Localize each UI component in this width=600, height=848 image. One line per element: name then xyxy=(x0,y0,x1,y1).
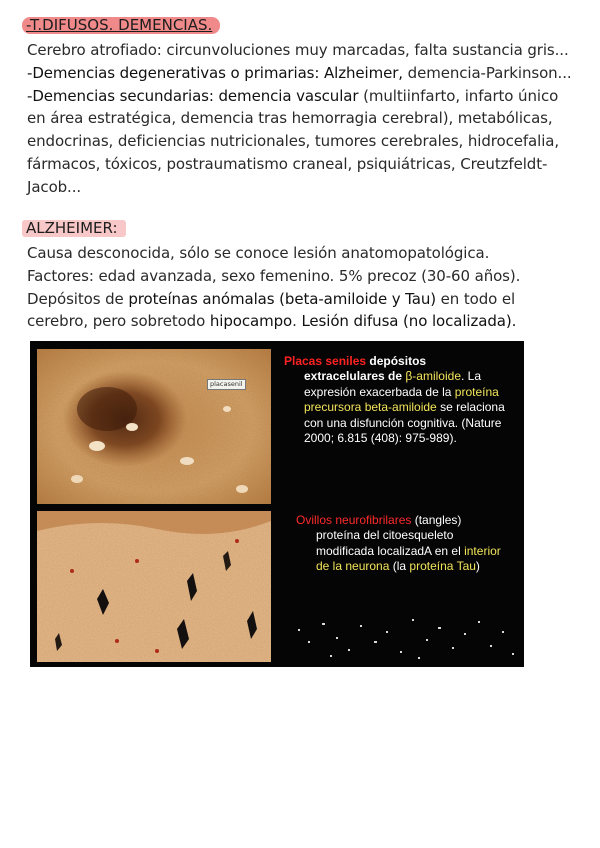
degenerative-line xyxy=(27,62,572,85)
neuron-interior-term: interior de la neurona xyxy=(316,543,501,574)
precursor-protein-term: proteína precursora beta-amiloide xyxy=(304,384,499,415)
deposits-pre: Depósitos de xyxy=(27,289,129,308)
plaque-image-label: placasenil xyxy=(207,379,246,390)
abnormal-proteins: proteínas anómalas (beta-amiloide y Tau) xyxy=(128,289,437,308)
diffuse-lesion: Lesión difusa (no localizada). xyxy=(301,312,517,331)
atrophy-line: Cerebro atrofiado: circunvoluciones muy marcadas, falta sustancia gris... xyxy=(27,41,569,59)
cap1-t1: depósitos xyxy=(366,354,427,368)
tangles-caption xyxy=(296,513,514,575)
alzheimer-text-block xyxy=(27,242,572,333)
factors-line: Factores: edad avanzada, sexo femenino. 5% precoz (30-60 años). xyxy=(27,266,521,285)
cap2-t1: (tangles) xyxy=(411,513,462,527)
tangle-image xyxy=(37,511,271,662)
cap1-body xyxy=(284,369,516,446)
cap1-t3: . La expresión exacerbada de la xyxy=(304,369,482,399)
senile-plaque-micrograph xyxy=(37,349,271,504)
deposits-dot: . xyxy=(292,312,302,331)
cap1-t2: extracelulares de xyxy=(304,369,406,384)
senile-plaques-caption xyxy=(284,354,516,446)
section-heading-difusos: -T.DIFUSOS. DEMENCIAS. xyxy=(22,17,220,34)
dementia-text-block xyxy=(27,39,572,199)
cap2-t3: (la xyxy=(389,559,410,574)
cap2-t4: ) xyxy=(475,559,480,574)
secondary-line xyxy=(27,85,572,199)
tangles-title: Ovillos neurofibrilares xyxy=(296,513,412,527)
scan-noise-dots xyxy=(288,611,518,661)
senile-plaques-title: Placas seniles xyxy=(284,354,367,368)
histology-slide-figure xyxy=(30,341,524,667)
plaque-image xyxy=(37,349,271,504)
tau-protein-term: proteína Tau xyxy=(409,559,476,574)
secondary-label: -Demencias secundarias: demencia vascular xyxy=(27,86,359,105)
beta-amyloid-term: β-amiloide xyxy=(405,369,461,384)
degenerative-label: -Demencias degenerativas o primarias: Alzheimer, xyxy=(27,63,403,82)
hipocampo-term: hipocampo xyxy=(209,312,293,331)
neurofibrillary-tangle-micrograph xyxy=(37,511,271,662)
cap1-t4: se relaciona con una disfunción cognitiva. (Nature 2000; 6.815 (408): 975-989). xyxy=(304,400,505,446)
section-heading-alzheimer: ALZHEIMER: xyxy=(22,220,126,237)
cause-line: Causa desconocida, sólo se conoce lesión anatomopatológica. xyxy=(27,244,490,262)
cap2-t2: proteína del citoesqueleto modificada localizadA en el xyxy=(316,528,465,558)
cap2-body xyxy=(296,528,514,574)
secondary-rest: (multiinfarto, infarto único en área estratégica, demencia tras hemorragia cerebral), metabólicas, endocrinas, deficiencias nutricionales, tumores cerebrales, hidrocefalia, fármacos, tóxicos, postraumatismo craneal, psiquiátricas, Creutzfeldt-Jacob... xyxy=(27,86,560,196)
deposits-line xyxy=(27,288,572,334)
degenerative-rest: demencia-Parkinson... xyxy=(402,63,572,82)
deposits-post: en todo el cerebro, pero sobretodo xyxy=(27,289,516,331)
